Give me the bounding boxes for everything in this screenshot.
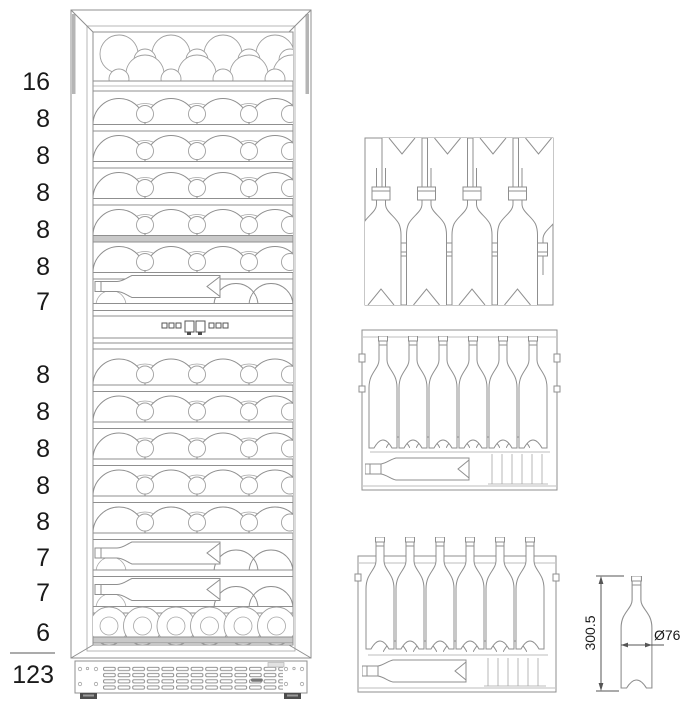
lying-bottle [362, 660, 466, 682]
count-label: 8 [36, 508, 50, 536]
shelf-front-view-b [355, 537, 559, 692]
zone-divider [93, 304, 293, 311]
stacked-bottles-right [484, 658, 546, 686]
count-label: 8 [36, 361, 50, 389]
panel-button[interactable] [162, 323, 167, 328]
shelf-bar [93, 459, 293, 466]
count-label: 8 [36, 398, 50, 426]
count-label: 8 [36, 472, 50, 500]
side-notch [554, 354, 560, 362]
control-panel [93, 316, 293, 338]
right-trim-bar [306, 14, 310, 94]
panel-display [196, 321, 205, 332]
capacity-labels [10, 68, 55, 689]
shelf-bar [93, 496, 293, 503]
upper-zone-shelves [93, 35, 322, 311]
shelf-row-8 [93, 433, 322, 459]
count-label: 16 [22, 68, 50, 96]
count-label: 8 [36, 179, 50, 207]
count-label: 8 [36, 105, 50, 133]
shelf-row-8 [93, 173, 322, 199]
count-label: 7 [36, 579, 50, 607]
shelf-row-8 [93, 396, 322, 422]
shelf-row-8 [93, 470, 322, 496]
count-label: 8 [36, 216, 50, 244]
count-label: 7 [36, 544, 50, 572]
shelf-row-8 [93, 247, 322, 273]
side-notch [359, 386, 365, 392]
shelf-bar [93, 343, 293, 349]
shelf-bar [93, 199, 293, 206]
shelf-bar [93, 570, 293, 577]
left-trim-bar [72, 14, 76, 94]
lying-bottle [365, 458, 469, 480]
panel-display-foot [187, 332, 191, 335]
panel-button[interactable] [169, 323, 174, 328]
brand-mark [268, 663, 284, 668]
bottom-rail [93, 637, 293, 643]
side-notch [554, 386, 560, 392]
shelf-row-8 [93, 136, 322, 162]
shelf-row-8 [93, 507, 322, 533]
cabinet-front-view [71, 10, 322, 699]
side-notch [355, 574, 361, 581]
vent-slots [103, 666, 283, 691]
side-notch [359, 354, 365, 362]
shelf-bar-solid [93, 236, 293, 243]
panel-button[interactable] [216, 323, 221, 328]
panel-button[interactable] [223, 323, 228, 328]
bottle-dimension-drawing [582, 576, 681, 691]
height-dimension [582, 576, 624, 691]
side-notch [553, 574, 559, 581]
foot-highlight [287, 695, 298, 697]
bottle-height-label: 300.5 [582, 615, 598, 651]
shelf-bar [93, 162, 293, 169]
shelf-row-7 [95, 579, 293, 609]
total-count-label: 123 [12, 661, 54, 689]
foot-highlight [83, 695, 94, 697]
shelf-bar [93, 385, 293, 392]
shelf-front-view-a [359, 330, 560, 490]
panel-display-foot [198, 332, 202, 335]
panel-button[interactable] [176, 323, 181, 328]
bottle-diameter-label: Ø76 [654, 627, 681, 643]
panel-display [185, 321, 194, 332]
shelf-row-7 [95, 542, 293, 572]
shelf-row-7 [95, 276, 293, 306]
shelf-row-8 [93, 359, 322, 385]
count-label: 7 [36, 288, 50, 316]
ventilation-grille [75, 661, 307, 699]
vent-slot-dark [251, 679, 263, 682]
shelf-bar [93, 125, 293, 132]
shelf-row-8 [93, 99, 322, 125]
standing-bottles [369, 336, 547, 448]
shelf-bar [93, 422, 293, 429]
dimensioned-bottle [621, 576, 652, 688]
shelf-top-view [361, 138, 559, 305]
stacked-bottles-right [488, 454, 548, 484]
count-label: 8 [36, 142, 50, 170]
count-label: 6 [36, 619, 50, 647]
lower-zone-shelves [90, 343, 322, 645]
standing-bottles [366, 537, 544, 649]
shelf-row-8 [93, 210, 322, 236]
count-label: 8 [36, 253, 50, 281]
panel-button[interactable] [209, 323, 214, 328]
shelf-bar [93, 533, 293, 540]
count-label: 8 [36, 435, 50, 463]
